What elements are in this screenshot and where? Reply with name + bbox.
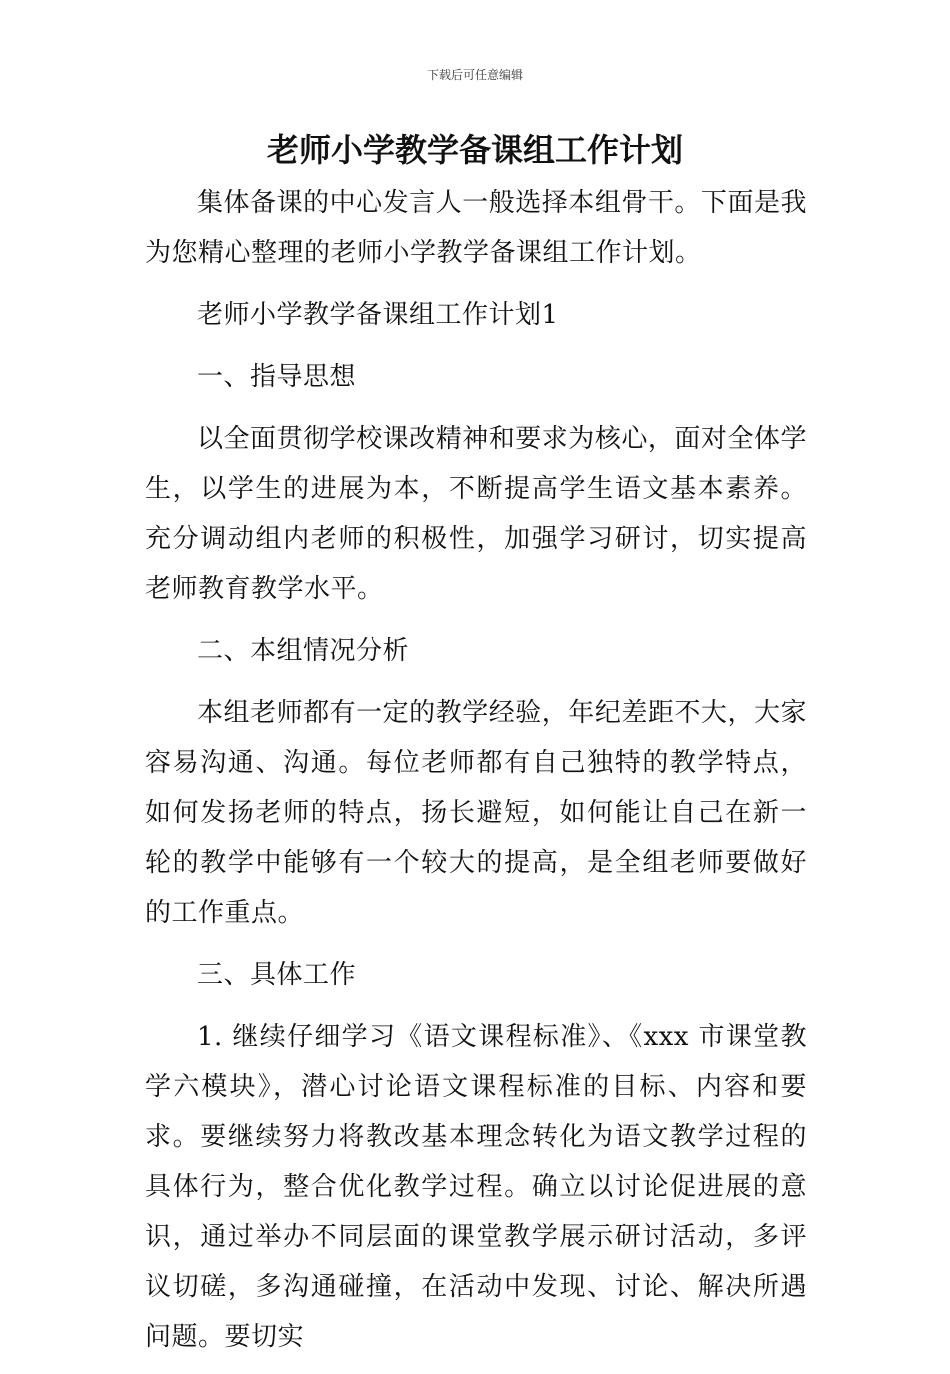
header-note: 下载后可任意编辑	[426, 68, 523, 82]
section-heading-specific-work: 三、具体工作	[197, 960, 357, 990]
document-body	[145, 178, 807, 1374]
section-heading-group-analysis: 二、本组情况分析	[197, 636, 410, 666]
guiding-idea-paragraph: 以全面贯彻学校课改精神和要求为核心，面对全体学生，以学生的进展为本，不断提高学生语文基本素养。充分调动组内老师的积极性，加强学习研讨，切实提高老师教育教学水平。	[145, 424, 807, 604]
document-title: 老师小学教学备课组工作计划	[266, 131, 683, 169]
group-analysis-paragraph: 本组老师都有一定的教学经验，年纪差距不大，大家容易沟通、沟通。每位老师都有自己独特的教学特点，如何发扬老师的特点，扬长避短，如何能让自己在新一轮的教学中能够有一个较大的提高，是全组老师要做好的工作重点。	[145, 698, 807, 928]
section-heading-guiding-idea: 一、指导思想	[197, 362, 357, 392]
specific-work-paragraph: 1. 继续仔细学习《语文课程标准》、《xxx 市课堂教学六模块》，潜心讨论语文课程标准的目标、内容和要求。要继续努力将教改基本理念转化为语文教学过程的具体行为，整合优化教学过程。确立以讨论促进展的意识，通过举办不同层面的课堂教学展示研讨活动，多评议切磋，多沟通碰撞，在活动中发现、讨论、解决所遇问题。要切实	[145, 1022, 807, 1352]
plan-subtitle: 老师小学教学备课组工作计划1	[197, 300, 559, 330]
intro-paragraph: 集体备课的中心发言人一般选择本组骨干。下面是我为您精心整理的老师小学教学备课组工作计划。	[145, 188, 807, 268]
